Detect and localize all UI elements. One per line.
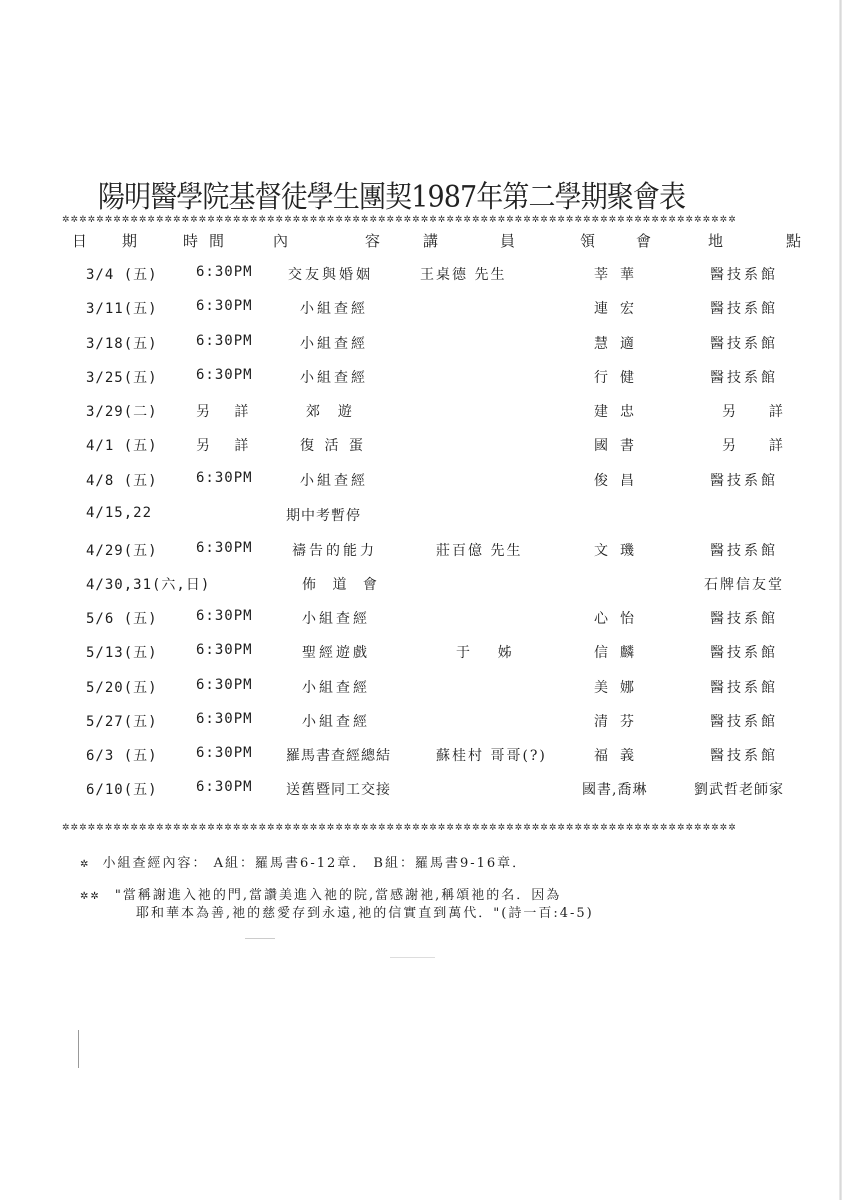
note-psalm-quote (80, 884, 561, 903)
scan-page-edge (839, 0, 842, 1200)
row-date: 6/10(五) (86, 782, 158, 798)
row-place: 醫技系館 (710, 267, 778, 283)
header-time-1: 時 (183, 232, 199, 250)
row-time: 6:30PM (196, 470, 253, 486)
row-place: 醫技系館 (710, 748, 778, 764)
row-date: 5/6 (五) (86, 611, 158, 627)
row-place: 醫技系館 (710, 301, 778, 317)
row-leader: 莘華 (594, 267, 646, 283)
row-place: 劉武哲老師家 (694, 782, 784, 798)
header-leader-2: 會 (636, 232, 652, 250)
row-date: 3/18(五) (86, 336, 158, 352)
row-place: 醫技系館 (710, 714, 778, 730)
header-time-2: 間 (209, 232, 225, 250)
row-topic: 聖經遊戲 (302, 645, 370, 661)
row-time: 6:30PM (196, 642, 253, 658)
header-date-2: 期 (122, 232, 138, 250)
row-leader: 美娜 (594, 680, 646, 696)
table-row (0, 435, 848, 459)
row-topic: 羅馬書查經總結 (286, 748, 391, 764)
table-row (0, 677, 848, 701)
quote-line-1: "當稱謝進入祂的門,當讚美進入祂的院,當感謝祂,稱頌祂的名．因為 (114, 888, 562, 903)
row-time: 6:30PM (196, 711, 253, 727)
header-leader-1: 領 (580, 232, 596, 250)
row-date: 3/4 (五) (86, 267, 158, 283)
row-time: 6:30PM (196, 540, 253, 556)
row-date: 5/13(五) (86, 645, 158, 661)
scan-mark (245, 938, 275, 939)
row-topic: 期中考暫停 (286, 508, 361, 524)
row-date: 3/11(五) (86, 301, 158, 317)
row-date: 5/27(五) (86, 714, 158, 730)
quote-line-2: 耶和華本為善,祂的慈愛存到永遠,祂的信實直到萬代．"(詩一百:4-5) (136, 906, 594, 921)
row-leader: 信麟 (594, 645, 646, 661)
row-leader: 國書 (594, 438, 646, 454)
note-psalm-quote-line2 (136, 902, 594, 921)
row-date: 5/20(五) (86, 680, 158, 696)
row-time: 6:30PM (196, 677, 253, 693)
row-leader: 清芬 (594, 714, 646, 730)
row-place: 醫技系館 (710, 336, 778, 352)
table-row (0, 470, 848, 494)
row-speaker: 蘇桂村 哥哥(?) (436, 748, 547, 764)
star-divider-top: ✲✲✲✲✲✲✲✲✲✲✲✲✲✲✲✲✲✲✲✲✲✲✲✲✲✲✲✲✲✲✲✲✲✲✲✲✲✲✲✲✲✲✲✲✲✲✲✲✲✲✲✲✲✲✲✲✲✲✲✲✲✲✲✲✲✲✲✲✲✲✲✲✲✲✲✲✲✲✲ (62, 215, 737, 225)
row-place: 醫技系館 (710, 680, 778, 696)
row-time: 6:30PM (196, 298, 253, 314)
row-date: 6/3 (五) (86, 748, 158, 764)
row-time: 另 詳 (196, 404, 257, 420)
document-title: 陽明醫學院基督徒學生團契1987年第二學期聚會表 (98, 180, 686, 215)
row-time: 6:30PM (196, 779, 253, 795)
row-date: 3/29(二) (86, 404, 158, 420)
row-topic: 小組查經 (302, 611, 370, 627)
row-place: 石牌信友堂 (704, 577, 784, 593)
header-speaker-2: 員 (500, 232, 516, 250)
table-row (0, 401, 848, 425)
row-speaker: 于 姊 (456, 645, 514, 661)
row-leader: 國書,喬琳 (582, 782, 648, 798)
row-topic: 小組查經 (300, 301, 368, 317)
table-row (0, 745, 848, 769)
note-marker: ✲✲ (80, 891, 101, 902)
row-leader: 心怡 (594, 611, 646, 627)
row-place: 醫技系館 (710, 543, 778, 559)
star-divider-bottom: ✲✲✲✲✲✲✲✲✲✲✲✲✲✲✲✲✲✲✲✲✲✲✲✲✲✲✲✲✲✲✲✲✲✲✲✲✲✲✲✲✲✲✲✲✲✲✲✲✲✲✲✲✲✲✲✲✲✲✲✲✲✲✲✲✲✲✲✲✲✲✲✲✲✲✲✲✲✲✲ (62, 823, 737, 833)
row-place: 醫技系館 (710, 611, 778, 627)
table-row (0, 540, 848, 564)
row-topic: 送舊暨同工交接 (286, 782, 391, 798)
table-row (0, 367, 848, 391)
row-time: 6:30PM (196, 264, 253, 280)
row-topic: 小組查經 (302, 680, 370, 696)
header-place-2: 點 (786, 232, 802, 250)
header-topic-1: 內 (273, 232, 289, 250)
row-topic: 復 活 蛋 (300, 438, 366, 454)
note-marker: ✲ (80, 859, 91, 870)
row-speaker: 莊百億 先生 (436, 543, 523, 559)
row-topic: 佈 道 會 (302, 577, 383, 593)
scan-mark (390, 957, 435, 958)
row-date: 4/29(五) (86, 543, 158, 559)
table-row (0, 298, 848, 322)
row-time: 另 詳 (196, 438, 257, 454)
header-topic-2: 容 (365, 232, 381, 250)
row-date: 4/8 (五) (86, 473, 158, 489)
row-speaker: 王桌德 先生 (420, 267, 507, 283)
row-topic: 郊 遊 (306, 404, 355, 420)
row-date: 3/25(五) (86, 370, 158, 386)
row-topic: 禱告的能力 (292, 543, 377, 559)
row-place: 醫技系館 (710, 473, 778, 489)
table-row (0, 711, 848, 735)
row-date: 4/1 (五) (86, 438, 158, 454)
header-date-1: 日 (72, 232, 88, 250)
row-leader: 慧適 (594, 336, 646, 352)
row-place: 醫技系館 (710, 370, 778, 386)
row-date: 4/15,22 (86, 505, 153, 521)
row-time: 6:30PM (196, 333, 253, 349)
row-topic: 小組查經 (300, 370, 368, 386)
scan-mark (78, 1030, 79, 1068)
row-topic: 交友與婚姻 (288, 267, 373, 283)
row-leader: 文璣 (594, 543, 646, 559)
table-row (0, 333, 848, 357)
row-place: 另 詳 (722, 404, 791, 420)
row-time: 6:30PM (196, 745, 253, 761)
table-row (0, 608, 848, 632)
table-row (0, 574, 848, 598)
table-row (0, 264, 848, 288)
table-row (0, 505, 848, 529)
row-place: 另 詳 (722, 438, 791, 454)
row-time: 6:30PM (196, 367, 253, 383)
row-leader: 俊昌 (594, 473, 646, 489)
header-speaker-1: 講 (423, 232, 439, 250)
header-place-1: 地 (708, 232, 724, 250)
table-row (0, 642, 848, 666)
row-topic: 小組查經 (300, 473, 368, 489)
note-bible-study (80, 852, 527, 871)
note-text: 小組查經內容： A組：羅馬書6-12章． B組：羅馬書9-16章． (102, 856, 528, 871)
row-topic: 小組查經 (300, 336, 368, 352)
row-leader: 福義 (594, 748, 646, 764)
row-place: 醫技系館 (710, 645, 778, 661)
row-topic: 小組查經 (302, 714, 370, 730)
row-leader: 行健 (594, 370, 646, 386)
row-date: 4/30,31(六,日) (86, 577, 211, 593)
row-leader: 連宏 (594, 301, 646, 317)
table-row (0, 779, 848, 803)
row-leader: 建忠 (594, 404, 646, 420)
row-time: 6:30PM (196, 608, 253, 624)
